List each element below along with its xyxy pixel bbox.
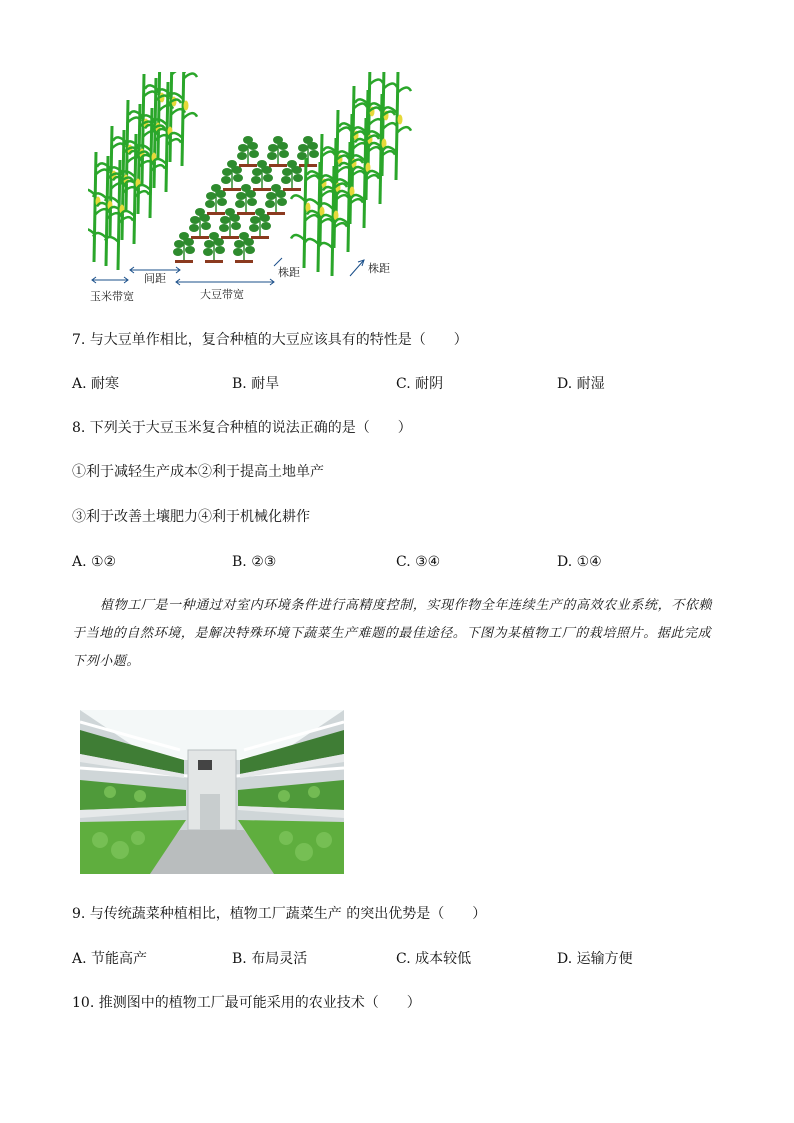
- soy-leaf: [222, 168, 232, 176]
- soy-leaf: [277, 198, 287, 206]
- soy-leaf: [268, 144, 278, 152]
- corn-stalk: [170, 72, 172, 162]
- soy-leaf: [293, 174, 303, 182]
- corn-stalk: [304, 158, 306, 268]
- soy-leaf: [173, 248, 183, 256]
- q8-statement-line-1: ①利于减轻生产成本②利于提高土地单产: [72, 464, 324, 480]
- soy-leaf: [271, 184, 281, 192]
- soil-strip: [235, 260, 253, 263]
- label-soy-width: 大豆带宽: [200, 288, 244, 301]
- soy-leaf: [204, 240, 214, 248]
- soy-leaf: [298, 144, 308, 152]
- soy-leaf: [287, 160, 297, 168]
- soy-leaf: [233, 174, 243, 182]
- corn-stalk: [332, 166, 334, 276]
- soy-leaf: [174, 240, 184, 248]
- corn-ear: [398, 115, 403, 125]
- soybean-rows: [173, 136, 319, 263]
- corn-stalk: [110, 126, 112, 236]
- corn-leaf: [291, 195, 305, 201]
- soy-leaf: [217, 198, 227, 206]
- q7-option-a: A. 耐寒: [72, 376, 120, 392]
- soy-leaf: [209, 232, 219, 240]
- soy-leaf: [203, 248, 213, 256]
- soy-leaf: [179, 232, 189, 240]
- corn-stalk: [318, 162, 320, 272]
- q7-option-b: B. 耐旱: [232, 376, 280, 392]
- soy-leaf: [252, 168, 262, 176]
- soy-leaf: [238, 144, 248, 152]
- soy-leaf: [247, 198, 257, 206]
- q8-option-d: D. ①④: [557, 554, 602, 570]
- corn-stalk: [118, 160, 120, 270]
- question-8-stem: 8. 下列关于大豆玉米复合种植的说法正确的是（ ）: [72, 420, 412, 436]
- corn-leaf: [183, 113, 197, 119]
- corn-stalk: [158, 72, 160, 158]
- corn-stalk: [348, 142, 350, 252]
- soy-leaf: [236, 192, 246, 200]
- soy-leaf: [282, 168, 292, 176]
- soy-leaf: [205, 200, 215, 208]
- intercropping-figure: [88, 72, 448, 304]
- soy-leaf: [255, 208, 265, 216]
- q9-option-b: B. 布局灵活: [232, 951, 308, 967]
- soy-leaf: [190, 216, 200, 224]
- corn-stalk: [166, 82, 168, 192]
- corn-leaf: [383, 123, 397, 129]
- soil-strip: [237, 212, 255, 215]
- soy-leaf: [211, 184, 221, 192]
- soy-leaf: [227, 160, 237, 168]
- corn-leaf: [291, 235, 305, 241]
- soil-strip: [191, 236, 209, 239]
- soy-leaf: [267, 152, 277, 160]
- corn-stalk: [138, 104, 140, 214]
- soy-leaf: [257, 160, 267, 168]
- question-10-stem: 10. 推测图中的植物工厂最可能采用的农业技术（ ）: [72, 995, 421, 1011]
- corn-stalk: [380, 94, 382, 204]
- soil-strip: [207, 212, 225, 215]
- q8-statement-line-2: ③利于改善土壤肥力④利于机械化耕作: [72, 509, 310, 525]
- corn-stalk: [364, 118, 366, 228]
- soil-strip: [239, 164, 257, 167]
- soil-strip: [223, 188, 241, 191]
- soy-leaf: [249, 150, 259, 158]
- q8-option-b: B. ②③: [232, 554, 277, 570]
- corn-stalk: [150, 108, 152, 218]
- soy-leaf: [220, 216, 230, 224]
- soy-leaf: [219, 224, 229, 232]
- soil-strip: [269, 164, 287, 167]
- soy-leaf: [195, 208, 205, 216]
- soy-leaf: [303, 136, 313, 144]
- corn-leaf: [305, 215, 319, 221]
- soy-leaf: [185, 246, 195, 254]
- soy-leaf: [245, 246, 255, 254]
- corn-stalk: [94, 152, 96, 262]
- soy-leaf: [250, 216, 260, 224]
- q7-option-d: D. 耐湿: [557, 376, 605, 392]
- soy-leaf: [249, 224, 259, 232]
- corn-ear: [184, 101, 189, 111]
- soy-leaf: [225, 208, 235, 216]
- soil-strip: [205, 260, 223, 263]
- corn-rows-right: [291, 72, 411, 276]
- q9-option-c: C. 成本较低: [396, 951, 472, 967]
- corn-stalk: [142, 74, 144, 184]
- q7-option-c: C. 耐阴: [396, 376, 444, 392]
- soy-leaf: [189, 224, 199, 232]
- soil-strip: [253, 188, 271, 191]
- soy-leaf: [266, 192, 276, 200]
- corn-stalk: [154, 78, 156, 188]
- label-plant-spacing-1: 株距: [278, 266, 300, 279]
- soy-leaf: [206, 192, 216, 200]
- soy-leaf: [235, 200, 245, 208]
- q8-option-a: A. ①②: [72, 554, 117, 570]
- soy-leaf: [233, 248, 243, 256]
- soy-leaf: [309, 150, 319, 158]
- soy-leaf: [221, 176, 231, 184]
- soy-leaf: [241, 184, 251, 192]
- dimension-arrows: [92, 258, 364, 285]
- soy-leaf: [215, 246, 225, 254]
- question-7-stem: 7. 与大豆单作相比，复合种植的大豆应该具有的特性是（ ）: [72, 332, 468, 348]
- soy-leaf: [201, 222, 211, 230]
- corn-leaf: [305, 239, 319, 245]
- soil-strip: [283, 188, 301, 191]
- soy-leaf: [237, 152, 247, 160]
- corn-stalk: [106, 156, 108, 266]
- material-passage: 植物工厂是一种通过对室内环境条件进行高精度控制，实现作物全年连续生产的高效农业系统，不依赖于当地的自然环境，是解决特殊环境下蔬菜生产难题的最佳途径。下图为某植物工厂的栽培照片。据此完成下列小题。: [72, 598, 713, 669]
- label-corn-width: 玉米带宽: [90, 290, 134, 303]
- corn-stalk: [122, 130, 124, 240]
- soy-leaf: [234, 240, 244, 248]
- q8-option-c: C. ③④: [396, 554, 441, 570]
- label-plant-spacing-2: 株距: [368, 262, 390, 275]
- soil-strip: [175, 260, 193, 263]
- soy-leaf: [265, 200, 275, 208]
- soy-leaf: [231, 222, 241, 230]
- corn-leaf: [397, 127, 411, 133]
- label-spacing: 间距: [144, 272, 166, 285]
- soy-leaf: [239, 232, 249, 240]
- soil-strip: [299, 164, 317, 167]
- soy-leaf: [251, 176, 261, 184]
- soy-leaf: [263, 174, 273, 182]
- soy-leaf: [281, 176, 291, 184]
- question-9-stem: 9. 与传统蔬菜种植相比，植物工厂蔬菜生产 的突出优势是（ ）: [72, 906, 487, 922]
- q9-option-d: D. 运输方便: [557, 951, 633, 967]
- soy-leaf: [261, 222, 271, 230]
- corn-stalk: [126, 100, 128, 210]
- soil-strip: [267, 212, 285, 215]
- soy-leaf: [279, 150, 289, 158]
- corn-stalk: [396, 72, 398, 180]
- soil-strip: [221, 236, 239, 239]
- soy-leaf: [243, 136, 253, 144]
- plant-factory-photo: [80, 710, 344, 874]
- soil-strip: [251, 236, 269, 239]
- soy-leaf: [273, 136, 283, 144]
- q9-option-a: A. 节能高产: [72, 951, 148, 967]
- corn-stalk: [134, 134, 136, 244]
- corn-leaf: [319, 243, 333, 249]
